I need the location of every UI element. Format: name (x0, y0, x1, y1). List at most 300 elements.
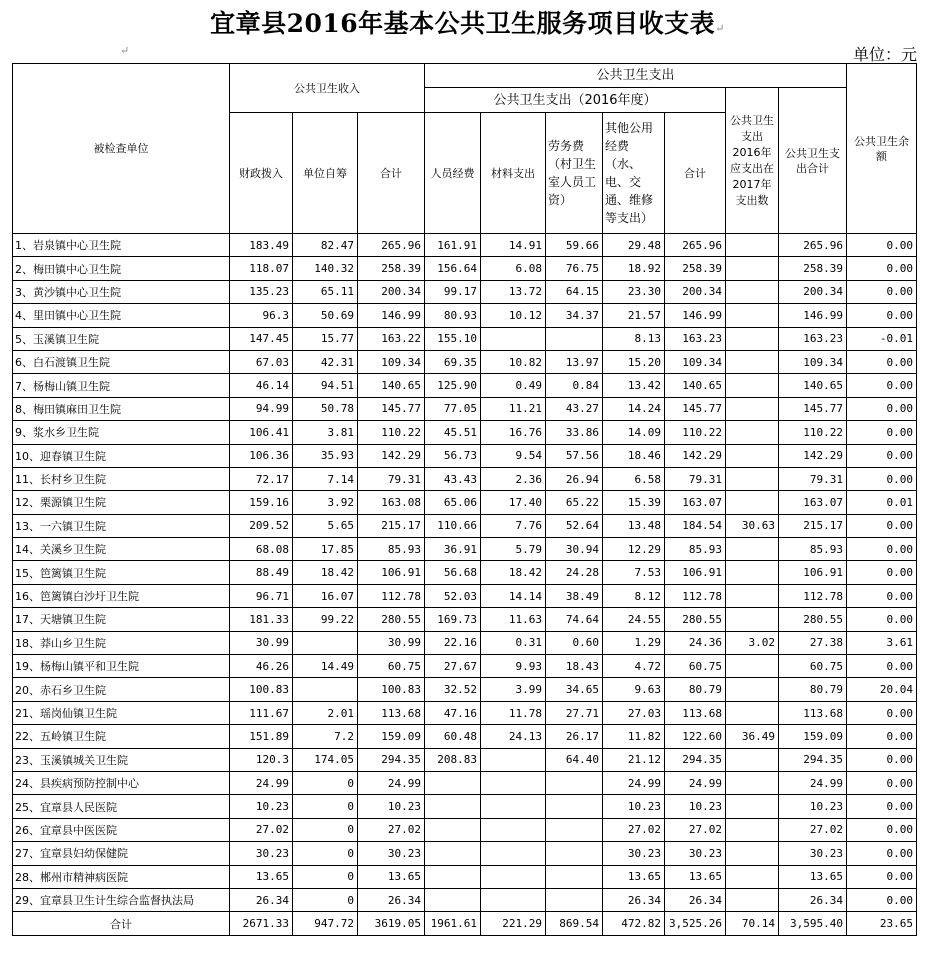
table-row (13, 842, 917, 865)
value-cell: 110.66 (425, 514, 481, 537)
table-row (13, 818, 917, 841)
value-cell: 30.23 (603, 842, 665, 865)
unit-name-cell: 5、玉溪镇卫生院 (13, 327, 230, 350)
value-cell: 24.55 (603, 608, 665, 631)
value-cell: 265.96 (358, 234, 425, 257)
value-cell: 280.55 (665, 608, 726, 631)
value-cell: 869.54 (546, 912, 603, 935)
value-cell: 0 (293, 818, 358, 841)
personnel-header: 人员经费 (425, 113, 481, 234)
value-cell: 146.99 (665, 304, 726, 327)
value-cell (546, 842, 603, 865)
value-cell: -0.01 (847, 327, 917, 350)
value-cell: 142.29 (358, 444, 425, 467)
expense-total-header: 合计 (665, 113, 726, 234)
value-cell: 13.72 (481, 280, 546, 303)
value-cell: 110.22 (358, 421, 425, 444)
unit-name-cell: 26、宜章县中医医院 (13, 818, 230, 841)
value-cell: 13.65 (779, 865, 847, 888)
value-cell: 221.29 (481, 912, 546, 935)
value-cell: 13.97 (546, 350, 603, 373)
value-cell: 23.65 (847, 912, 917, 935)
value-cell: 16.07 (293, 584, 358, 607)
value-cell: 472.82 (603, 912, 665, 935)
value-cell: 147.45 (230, 327, 293, 350)
table-row (13, 561, 917, 584)
value-cell: 27.71 (546, 701, 603, 724)
fiscal-header: 财政拨入 (230, 113, 293, 234)
unit-name-cell: 3、黄沙镇中心卫生院 (13, 280, 230, 303)
value-cell: 0.00 (847, 818, 917, 841)
value-cell: 258.39 (779, 257, 847, 280)
value-cell: 215.17 (358, 514, 425, 537)
value-cell (726, 491, 779, 514)
value-cell: 85.93 (779, 538, 847, 561)
value-cell: 145.77 (779, 397, 847, 420)
value-cell: 0.00 (847, 234, 917, 257)
table-row (13, 725, 917, 748)
unit-name-cell: 6、白石渡镇卫生院 (13, 350, 230, 373)
value-cell: 18.43 (546, 655, 603, 678)
value-cell: 32.52 (425, 678, 481, 701)
value-cell: 0.00 (847, 655, 917, 678)
value-cell: 17.85 (293, 538, 358, 561)
value-cell: 47.16 (425, 701, 481, 724)
unit-name-cell: 23、玉溪镇城关卫生院 (13, 748, 230, 771)
value-cell: 27.03 (603, 701, 665, 724)
value-cell: 8.13 (603, 327, 665, 350)
value-cell: 7.14 (293, 467, 358, 490)
value-cell: 24.36 (665, 631, 726, 654)
value-cell: 10.23 (779, 795, 847, 818)
value-cell: 79.31 (779, 467, 847, 490)
value-cell: 50.69 (293, 304, 358, 327)
value-cell: 947.72 (293, 912, 358, 935)
value-cell: 30.94 (546, 538, 603, 561)
value-cell: 109.34 (779, 350, 847, 373)
value-cell (726, 257, 779, 280)
expense-2016-header: 公共卫生支出（2016年度） (425, 88, 726, 113)
value-cell: 22.16 (425, 631, 481, 654)
value-cell: 24.99 (665, 771, 726, 794)
value-cell: 215.17 (779, 514, 847, 537)
value-cell: 0 (293, 771, 358, 794)
unit-name-cell: 17、天塘镇卫生院 (13, 608, 230, 631)
value-cell: 112.78 (779, 584, 847, 607)
value-cell: 27.02 (358, 818, 425, 841)
value-cell: 60.75 (665, 655, 726, 678)
value-cell: 0.00 (847, 467, 917, 490)
value-cell: 156.64 (425, 257, 481, 280)
value-cell: 265.96 (779, 234, 847, 257)
value-cell: 140.65 (665, 374, 726, 397)
value-cell: 34.65 (546, 678, 603, 701)
unit-name-cell: 12、栗源镇卫生院 (13, 491, 230, 514)
value-cell: 43.27 (546, 397, 603, 420)
unit-name-cell: 18、莽山乡卫生院 (13, 631, 230, 654)
value-cell: 94.51 (293, 374, 358, 397)
value-cell: 2.01 (293, 701, 358, 724)
value-cell: 14.14 (481, 584, 546, 607)
unit-name-cell: 13、一六镇卫生院 (13, 514, 230, 537)
value-cell: 183.49 (230, 234, 293, 257)
value-cell: 258.39 (358, 257, 425, 280)
value-cell (726, 444, 779, 467)
value-cell: 9.54 (481, 444, 546, 467)
value-cell: 163.07 (665, 491, 726, 514)
unit-name-cell: 9、浆水乡卫生院 (13, 421, 230, 444)
value-cell: 0.00 (847, 842, 917, 865)
value-cell: 145.77 (665, 397, 726, 420)
value-cell: 18.92 (603, 257, 665, 280)
value-cell: 0.00 (847, 444, 917, 467)
value-cell: 52.03 (425, 584, 481, 607)
value-cell: 24.28 (546, 561, 603, 584)
value-cell: 96.71 (230, 584, 293, 607)
other-public-header: 其他公用经费（水、电、交通、维修等支出） (603, 113, 665, 234)
value-cell (726, 327, 779, 350)
unit-name-cell: 28、郴州市精神病医院 (13, 865, 230, 888)
value-cell (481, 748, 546, 771)
value-cell (726, 818, 779, 841)
value-cell: 26.34 (230, 888, 293, 911)
value-cell: 142.29 (665, 444, 726, 467)
value-cell: 118.07 (230, 257, 293, 280)
value-cell: 26.34 (779, 888, 847, 911)
value-cell: 0.00 (847, 725, 917, 748)
table-row (13, 257, 917, 280)
value-cell (425, 865, 481, 888)
paragraph-mark-icon: ↵ (120, 44, 130, 57)
value-cell: 0.00 (847, 584, 917, 607)
value-cell: 13.42 (603, 374, 665, 397)
value-cell: 184.54 (665, 514, 726, 537)
value-cell: 9.63 (603, 678, 665, 701)
value-cell: 14.49 (293, 655, 358, 678)
value-cell (726, 888, 779, 911)
value-cell: 3.61 (847, 631, 917, 654)
value-cell: 11.82 (603, 725, 665, 748)
value-cell: 14.09 (603, 421, 665, 444)
table-row (13, 234, 917, 257)
value-cell: 13.65 (358, 865, 425, 888)
table-row (13, 491, 917, 514)
value-cell: 209.52 (230, 514, 293, 537)
value-cell: 79.31 (358, 467, 425, 490)
value-cell (726, 748, 779, 771)
value-cell: 113.68 (358, 701, 425, 724)
value-cell (726, 561, 779, 584)
value-cell: 65.11 (293, 280, 358, 303)
value-cell: 10.12 (481, 304, 546, 327)
value-cell: 68.08 (230, 538, 293, 561)
value-cell (726, 397, 779, 420)
value-cell: 27.02 (603, 818, 665, 841)
value-cell: 20.04 (847, 678, 917, 701)
service-fee-header: 劳务费（村卫生室人员工资） (546, 113, 603, 234)
unit-name-cell: 11、长村乡卫生院 (13, 467, 230, 490)
table-row (13, 795, 917, 818)
value-cell: 112.78 (665, 584, 726, 607)
value-cell: 294.35 (358, 748, 425, 771)
value-cell: 70.14 (726, 912, 779, 935)
table-row (13, 538, 917, 561)
table-row (13, 467, 917, 490)
value-cell (726, 655, 779, 678)
value-cell: 10.23 (358, 795, 425, 818)
value-cell: 36.91 (425, 538, 481, 561)
value-cell: 6.08 (481, 257, 546, 280)
value-cell: 64.15 (546, 280, 603, 303)
value-cell: 113.68 (779, 701, 847, 724)
value-cell: 85.93 (358, 538, 425, 561)
value-cell: 45.51 (425, 421, 481, 444)
value-cell: 140.65 (358, 374, 425, 397)
unit-name-cell: 合计 (13, 912, 230, 935)
value-cell: 163.23 (779, 327, 847, 350)
value-cell: 0.01 (847, 491, 917, 514)
value-cell: 60.75 (779, 655, 847, 678)
table-row (13, 771, 917, 794)
value-cell: 1961.61 (425, 912, 481, 935)
value-cell: 13.65 (603, 865, 665, 888)
value-cell: 12.29 (603, 538, 665, 561)
value-cell: 80.93 (425, 304, 481, 327)
value-cell: 0.00 (847, 374, 917, 397)
value-cell: 163.08 (358, 491, 425, 514)
unit-name-cell: 8、梅田镇麻田卫生院 (13, 397, 230, 420)
value-cell: 0.00 (847, 608, 917, 631)
value-cell: 23.30 (603, 280, 665, 303)
value-cell: 181.33 (230, 608, 293, 631)
value-cell: 8.12 (603, 584, 665, 607)
value-cell: 0.00 (847, 795, 917, 818)
value-cell (546, 327, 603, 350)
table-row (13, 421, 917, 444)
value-cell: 0.00 (847, 888, 917, 911)
value-cell: 65.06 (425, 491, 481, 514)
unit-name-cell: 14、关溪乡卫生院 (13, 538, 230, 561)
value-cell: 15.39 (603, 491, 665, 514)
value-cell: 82.47 (293, 234, 358, 257)
value-cell: 79.31 (665, 467, 726, 490)
value-cell: 33.86 (546, 421, 603, 444)
value-cell: 9.93 (481, 655, 546, 678)
value-cell: 109.34 (665, 350, 726, 373)
value-cell: 52.64 (546, 514, 603, 537)
value-cell: 112.78 (358, 584, 425, 607)
value-cell: 113.68 (665, 701, 726, 724)
value-cell: 0.00 (847, 397, 917, 420)
value-cell: 30.23 (358, 842, 425, 865)
value-cell (425, 842, 481, 865)
value-cell: 2671.33 (230, 912, 293, 935)
value-cell: 18.42 (293, 561, 358, 584)
expense-table (12, 63, 917, 936)
value-cell: 27.67 (425, 655, 481, 678)
value-cell: 72.17 (230, 467, 293, 490)
value-cell (481, 842, 546, 865)
value-cell: 34.37 (546, 304, 603, 327)
value-cell: 3.99 (481, 678, 546, 701)
table-row (13, 327, 917, 350)
value-cell: 106.91 (358, 561, 425, 584)
value-cell: 60.75 (358, 655, 425, 678)
value-cell: 11.63 (481, 608, 546, 631)
value-cell: 30.63 (726, 514, 779, 537)
value-cell: 15.77 (293, 327, 358, 350)
value-cell: 21.57 (603, 304, 665, 327)
value-cell: 36.49 (726, 725, 779, 748)
value-cell: 77.05 (425, 397, 481, 420)
value-cell: 265.96 (665, 234, 726, 257)
value-cell: 7.2 (293, 725, 358, 748)
value-cell (726, 350, 779, 373)
value-cell: 0 (293, 865, 358, 888)
value-cell: 11.78 (481, 701, 546, 724)
value-cell: 59.66 (546, 234, 603, 257)
value-cell (546, 771, 603, 794)
unit-name-cell: 21、瑶岗仙镇卫生院 (13, 701, 230, 724)
value-cell: 159.09 (358, 725, 425, 748)
table-row (13, 678, 917, 701)
value-cell: 145.77 (358, 397, 425, 420)
value-cell: 17.40 (481, 491, 546, 514)
value-cell: 140.32 (293, 257, 358, 280)
value-cell: 26.17 (546, 725, 603, 748)
income-group-header: 公共卫生收入 (230, 64, 425, 113)
value-cell: 30.23 (665, 842, 726, 865)
value-cell: 3.02 (726, 631, 779, 654)
expense-sum-header: 公共卫生支出合计 (779, 88, 847, 234)
payable-2017-header: 公共卫生支出2016年应支出在2017年支出数 (726, 88, 779, 234)
value-cell: 56.73 (425, 444, 481, 467)
value-cell: 30.99 (230, 631, 293, 654)
paragraph-mark-icon: ↵ (715, 22, 725, 35)
value-cell: 46.26 (230, 655, 293, 678)
value-cell (726, 234, 779, 257)
value-cell: 174.05 (293, 748, 358, 771)
value-cell: 159.09 (779, 725, 847, 748)
expense-group-header: 公共卫生支出 (425, 64, 847, 88)
value-cell: 69.35 (425, 350, 481, 373)
value-cell: 3.81 (293, 421, 358, 444)
value-cell: 96.3 (230, 304, 293, 327)
value-cell: 0.00 (847, 514, 917, 537)
value-cell: 10.23 (230, 795, 293, 818)
value-cell: 100.83 (230, 678, 293, 701)
value-cell (481, 771, 546, 794)
value-cell: 5.65 (293, 514, 358, 537)
value-cell: 27.02 (779, 818, 847, 841)
value-cell: 208.83 (425, 748, 481, 771)
value-cell: 100.83 (358, 678, 425, 701)
page-title: 宜章县2016年基本公共卫生服务项目收支表↵ (210, 9, 725, 38)
value-cell (726, 374, 779, 397)
value-cell: 146.99 (779, 304, 847, 327)
table-row (13, 631, 917, 654)
value-cell: 106.91 (665, 561, 726, 584)
unit-name-cell: 16、笆篱镇白沙圩卫生院 (13, 584, 230, 607)
value-cell: 111.67 (230, 701, 293, 724)
value-cell (726, 701, 779, 724)
value-cell: 106.41 (230, 421, 293, 444)
value-cell: 0 (293, 842, 358, 865)
value-cell: 0.84 (546, 374, 603, 397)
value-cell: 14.24 (603, 397, 665, 420)
value-cell: 11.21 (481, 397, 546, 420)
table-row (13, 701, 917, 724)
value-cell: 135.23 (230, 280, 293, 303)
value-cell: 88.49 (230, 561, 293, 584)
value-cell: 0 (293, 888, 358, 911)
value-cell: 60.48 (425, 725, 481, 748)
value-cell (546, 818, 603, 841)
value-cell: 26.34 (603, 888, 665, 911)
value-cell (425, 888, 481, 911)
unit-name-cell: 25、宜章县人民医院 (13, 795, 230, 818)
value-cell: 120.3 (230, 748, 293, 771)
value-cell: 0.49 (481, 374, 546, 397)
value-cell (293, 678, 358, 701)
unit-column-header: 被检查单位 (13, 64, 230, 234)
value-cell: 161.91 (425, 234, 481, 257)
value-cell (726, 538, 779, 561)
unit-name-cell: 29、宜章县卫生计生综合监督执法局 (13, 888, 230, 911)
value-cell (726, 678, 779, 701)
value-cell: 4.72 (603, 655, 665, 678)
value-cell: 0.00 (847, 561, 917, 584)
value-cell: 24.13 (481, 725, 546, 748)
value-cell: 258.39 (665, 257, 726, 280)
value-cell (726, 771, 779, 794)
value-cell: 3.92 (293, 491, 358, 514)
value-cell: 6.58 (603, 467, 665, 490)
value-cell: 1.29 (603, 631, 665, 654)
value-cell: 280.55 (358, 608, 425, 631)
value-cell: 3,595.40 (779, 912, 847, 935)
value-cell (726, 280, 779, 303)
value-cell: 13.48 (603, 514, 665, 537)
value-cell: 42.31 (293, 350, 358, 373)
value-cell: 106.91 (779, 561, 847, 584)
value-cell: 50.78 (293, 397, 358, 420)
value-cell (481, 865, 546, 888)
value-cell (726, 304, 779, 327)
value-cell: 94.99 (230, 397, 293, 420)
value-cell: 24.99 (358, 771, 425, 794)
value-cell: 0.00 (847, 538, 917, 561)
value-cell (481, 327, 546, 350)
unit-name-cell: 4、里田镇中心卫生院 (13, 304, 230, 327)
value-cell: 294.35 (665, 748, 726, 771)
value-cell: 35.93 (293, 444, 358, 467)
value-cell: 0.00 (847, 304, 917, 327)
value-cell: 30.23 (230, 842, 293, 865)
table-row (13, 304, 917, 327)
value-cell: 85.93 (665, 538, 726, 561)
value-cell: 159.16 (230, 491, 293, 514)
materials-header: 材料支出 (481, 113, 546, 234)
value-cell: 0.00 (847, 748, 917, 771)
value-cell: 24.99 (603, 771, 665, 794)
value-cell: 27.02 (230, 818, 293, 841)
value-cell (726, 608, 779, 631)
unit-name-cell: 24、县疾病预防控制中心 (13, 771, 230, 794)
value-cell (546, 865, 603, 888)
table-row (13, 748, 917, 771)
value-cell: 26.34 (665, 888, 726, 911)
